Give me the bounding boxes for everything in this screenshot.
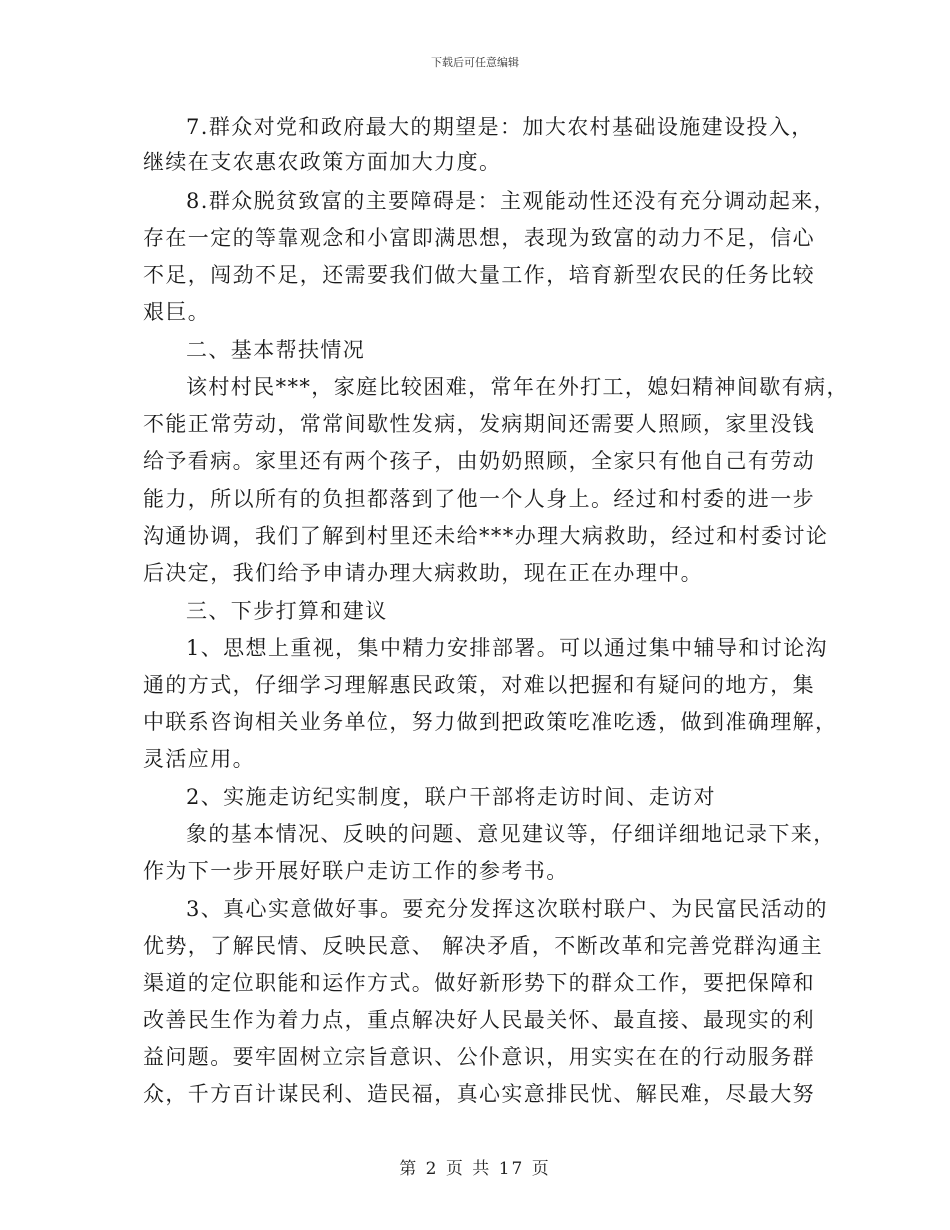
- paragraph-line: 不足，闯劲不足，还需要我们做大量工作，培育新型农民的任务比较: [143, 263, 815, 287]
- paragraph-line: 益问题。要牢固树立宗旨意识、公仆意识，用实实在在的行动服务群: [143, 1045, 815, 1069]
- page-number: 第 2 页 共 17 页: [399, 1159, 551, 1179]
- paragraph-line: 能力，所以所有的负担都落到了他一个人身上。经过和村委的进一步: [143, 487, 815, 511]
- paragraph-line: 中联系咨询相关业务单位，努力做到把政策吃准吃透，做到准确理解，: [143, 710, 838, 734]
- paragraph-line: 给予看病。家里还有两个孩子，由奶奶照顾，全家只有他自己有劳动: [143, 449, 815, 473]
- paragraph-line: 不能正常劳动，常常间歇性发病，发病期间还需要人照顾，家里没钱: [143, 412, 815, 436]
- paragraph-line: 3、真心实意做好事。要充分发挥这次联村联户、为民富民活动的: [186, 897, 828, 921]
- paragraph-line: 存在一定的等靠观念和小富即满思想，表现为致富的动力不足，信心: [143, 226, 815, 250]
- section-heading: 二、基本帮扶情况: [186, 338, 366, 362]
- paragraph-line: 灵活应用。: [143, 747, 255, 771]
- section-heading: 三、下步打算和建议: [186, 599, 388, 623]
- page-header: 下载后可任意编辑: [431, 56, 519, 69]
- paragraph-line: 8.群众脱贫致富的主要障碍是：主观能动性还没有充分调动起来，: [186, 189, 837, 213]
- paragraph-line: 渠道的定位职能和运作方式。做好新形势下的群众工作，要把保障和: [143, 971, 815, 995]
- paragraph-line: 改善民生作为着力点，重点解决好人民最关怀、最直接、最现实的利: [143, 1008, 815, 1032]
- paragraph-line: 象的基本情况、反映的问题、意见建议等，仔细详细地记录下来，: [186, 822, 836, 846]
- paragraph-line: 艰巨。: [143, 300, 211, 324]
- paragraph-line: 2、实施走访纪实制度，联户干部将走访时间、走访对: [186, 785, 716, 809]
- paragraph-line: 沟通协调，我们了解到村里还未给***办理大病救助，经过和村委讨论: [143, 524, 829, 548]
- paragraph-line: 通的方式，仔细学习理解惠民政策，对难以把握和有疑问的地方，集: [143, 673, 815, 697]
- paragraph-line: 7.群众对党和政府最大的期望是：加大农村基础设施建设投入，: [186, 115, 814, 139]
- paragraph-line: 众，千方百计谋民利、造民福，真心实意排民忧、解民难，尽最大努: [143, 1082, 815, 1106]
- paragraph-line: 该村村民***，家庭比较困难，常年在外打工，媳妇精神间歇有病，: [186, 375, 849, 399]
- paragraph-line: 作为下一步开展好联户走访工作的参考书。: [143, 859, 569, 883]
- paragraph-line: 1、思想上重视，集中精力安排部署。可以通过集中辅导和讨论沟: [186, 636, 828, 660]
- paragraph-line: 后决定，我们给予申请办理大病救助，现在正在办理中。: [143, 561, 703, 585]
- paragraph-line: 继续在支农惠农政策方面加大力度。: [143, 150, 502, 174]
- paragraph-line: 优势，了解民情、反映民意、 解决矛盾，不断改革和完善党群沟通主: [143, 934, 824, 958]
